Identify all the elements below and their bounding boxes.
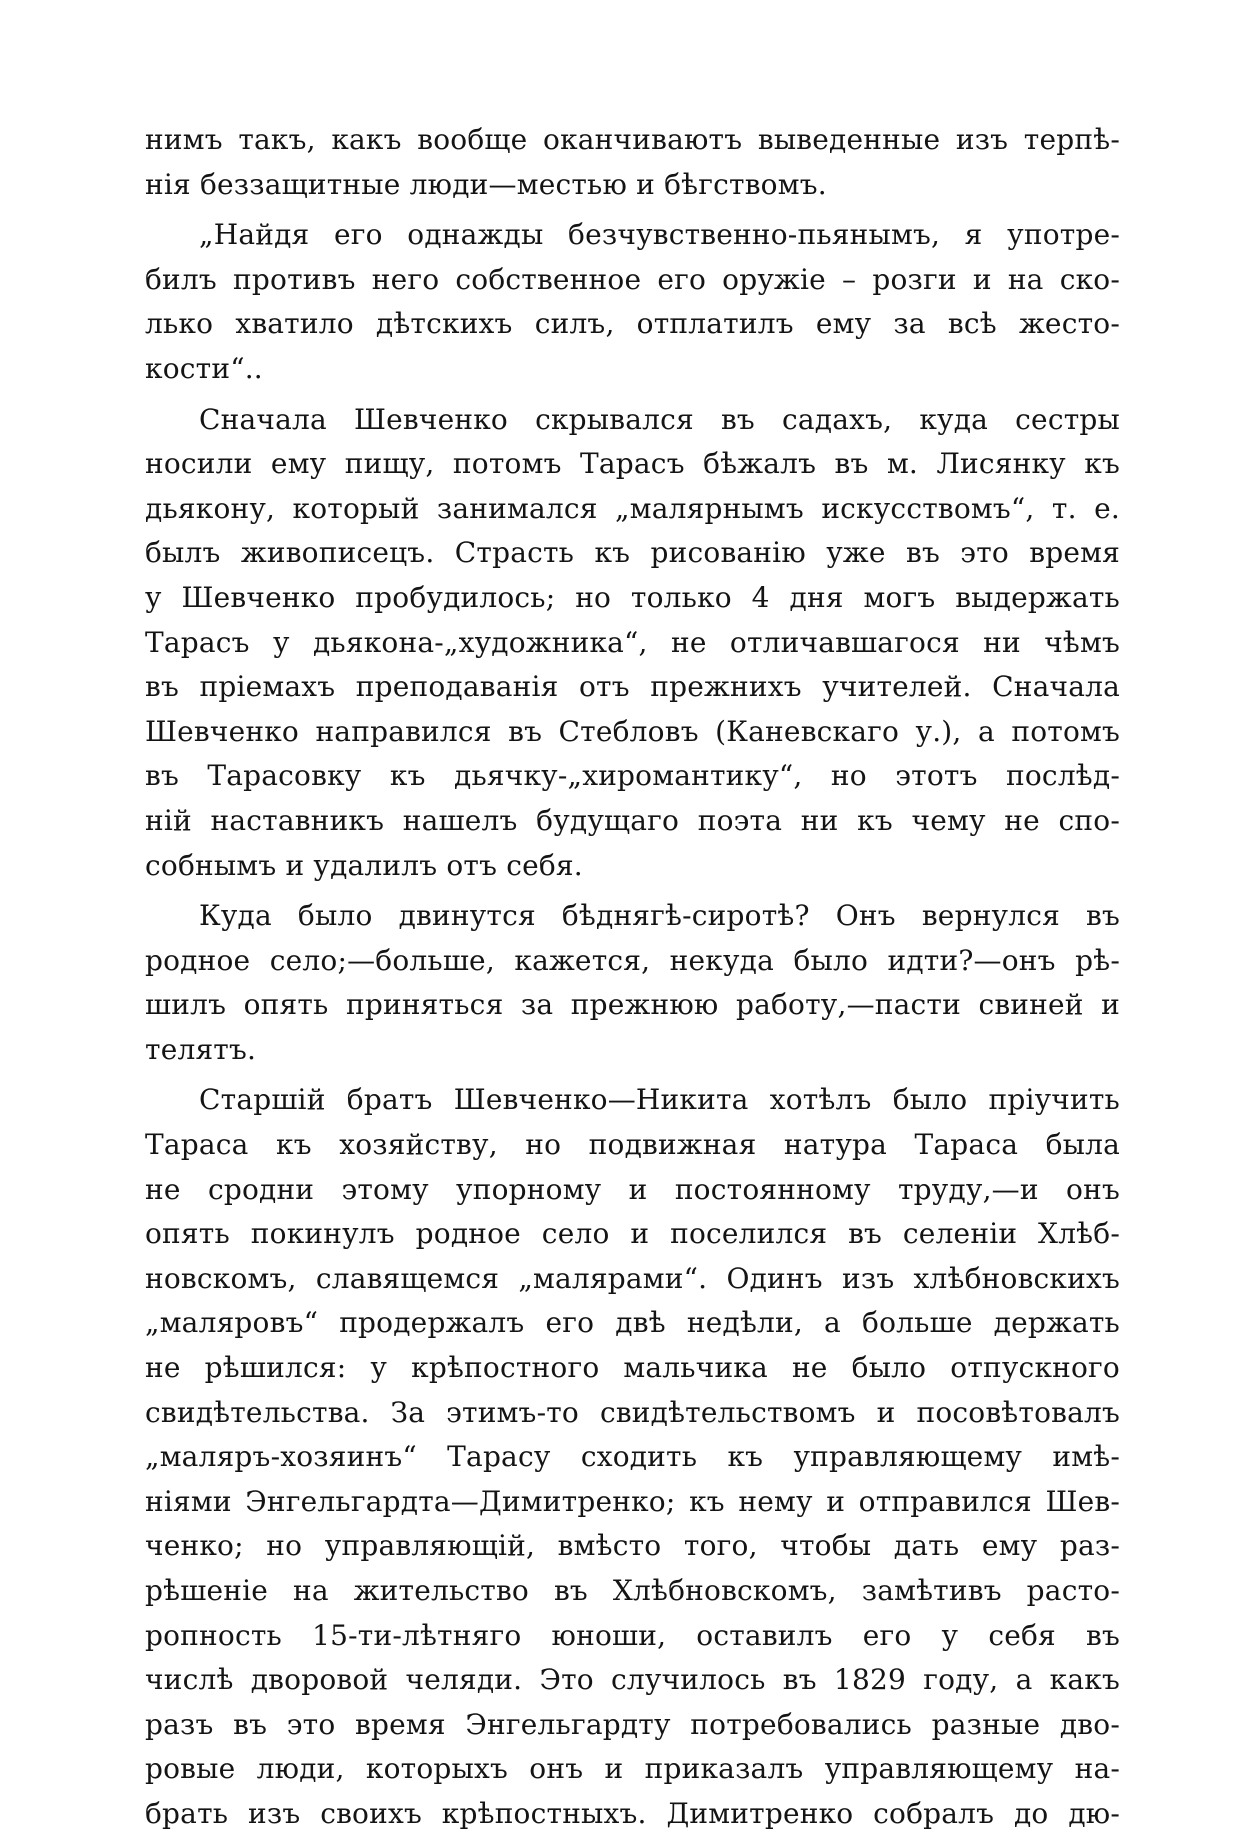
text-line: ровые люди, которыхъ онъ и приказалъ управляющему на- <box>145 1752 1120 1786</box>
text-line: родное село;—больше, кажется, некуда было идти?—онъ рѣ- <box>145 943 1120 977</box>
paragraph-5 <box>145 1078 1120 1836</box>
text-line: „Найдя его однажды безчувственно-пьянымъ, я употре- <box>199 218 1120 252</box>
text-line: у Шевченко пробудилось; но только 4 дня могъ выдержать <box>145 580 1120 614</box>
text-line: ній наставникъ нашелъ будущаго поэта ни къ чему не спо- <box>145 803 1120 837</box>
text-line: „маляровъ“ продержалъ его двѣ недѣли, а больше держать <box>145 1306 1120 1340</box>
text-line: ропность 15-ти-лѣтняго юноши, оставилъ его у себя въ <box>145 1618 1120 1652</box>
text-line: брать изъ своихъ крѣпостныхъ. Димитренко собралъ до дю- <box>145 1796 1120 1830</box>
text-line: новскомъ, славящемся „малярами“. Одинъ изъ хлѣбновскихъ <box>145 1261 1120 1295</box>
text-line: нимъ такъ, какъ вообще оканчиваютъ выведенные изъ терпѣ- <box>145 123 1120 156</box>
text-line: „маляръ-хозяинъ“ Тарасу сходить къ управляющему имѣ- <box>145 1440 1120 1474</box>
text-line: свидѣтельства. За этимъ-то свидѣтельствомъ и посовѣтовалъ <box>145 1395 1120 1429</box>
paragraph-2 <box>145 213 1120 391</box>
page-text <box>145 118 1120 1843</box>
text-line: Сначала Шевченко скрывался въ садахъ, куда сестры <box>199 402 1120 436</box>
text-line: кости“.. <box>145 351 263 385</box>
text-line: Тарасъ у дьякона-„художника“, не отличавшагося ни чѣмъ <box>145 625 1120 659</box>
text-line: опять покинулъ родное село и поселился въ селеніи Хлѣб- <box>145 1217 1120 1251</box>
text-line: рѣшеніе на жительство въ Хлѣбновскомъ, замѣтивъ расто- <box>145 1574 1120 1607</box>
text-line: Тараса къ хозяйству, но подвижная натура Тараса была <box>145 1128 1120 1162</box>
paragraph-1 <box>145 118 1120 207</box>
text-line: ченко; но управляющій, вмѣсто того, чтобы дать ему раз- <box>145 1529 1120 1563</box>
text-line: собнымъ и удалилъ отъ себя. <box>145 848 583 882</box>
text-line: въ пріемахъ преподаванія отъ прежнихъ учителей. Сначала <box>145 670 1120 704</box>
text-line: носили ему пищу, потомъ Тарасъ бѣжалъ въ м. Лисянку къ <box>145 447 1120 481</box>
text-line: телятъ. <box>145 1032 257 1066</box>
paragraph-3 <box>145 398 1120 889</box>
text-line: былъ живописецъ. Страсть къ рисованію уже въ это время <box>145 536 1120 570</box>
text-line: не рѣшился: у крѣпостного мальчика не было отпускного <box>145 1351 1120 1385</box>
text-line: лько хватило дѣтскихъ силъ, отплатилъ ему за всѣ жесто- <box>145 307 1120 341</box>
text-line: Шевченко направился въ Стебловъ (Каневскаго у.), а потомъ <box>145 714 1120 748</box>
text-line: шилъ опять приняться за прежнюю работу,—пасти свиней и <box>145 988 1120 1022</box>
text-line: ніями Энгельгардта—Димитренко; къ нему и отправился Шев- <box>145 1484 1120 1518</box>
text-line: разъ въ это время Энгельгардту потребовались разные дво- <box>145 1707 1120 1741</box>
text-line: билъ противъ него собственное его оружіе – розги и на ско- <box>145 262 1120 296</box>
text-line: въ Тарасовку къ дьячку-„хиромантику“, но этотъ послѣд- <box>145 759 1120 793</box>
text-line: не сродни этому упорному и постоянному труду,—и онъ <box>145 1172 1120 1206</box>
text-line: нія беззащитные люди—местью и бѣгствомъ. <box>145 167 827 201</box>
text-line: дьякону, который занимался „малярнымъ искусствомъ“, т. е. <box>145 491 1120 525</box>
paragraph-4 <box>145 894 1120 1072</box>
text-line: числѣ дворовой челяди. Это случилось въ 1829 году, а какъ <box>145 1663 1120 1697</box>
text-line: Старшій братъ Шевченко—Никита хотѣлъ было пріучить <box>199 1083 1120 1117</box>
text-line: Куда было двинутся бѣднягѣ-сиротѣ? Онъ вернулся въ <box>199 899 1120 933</box>
